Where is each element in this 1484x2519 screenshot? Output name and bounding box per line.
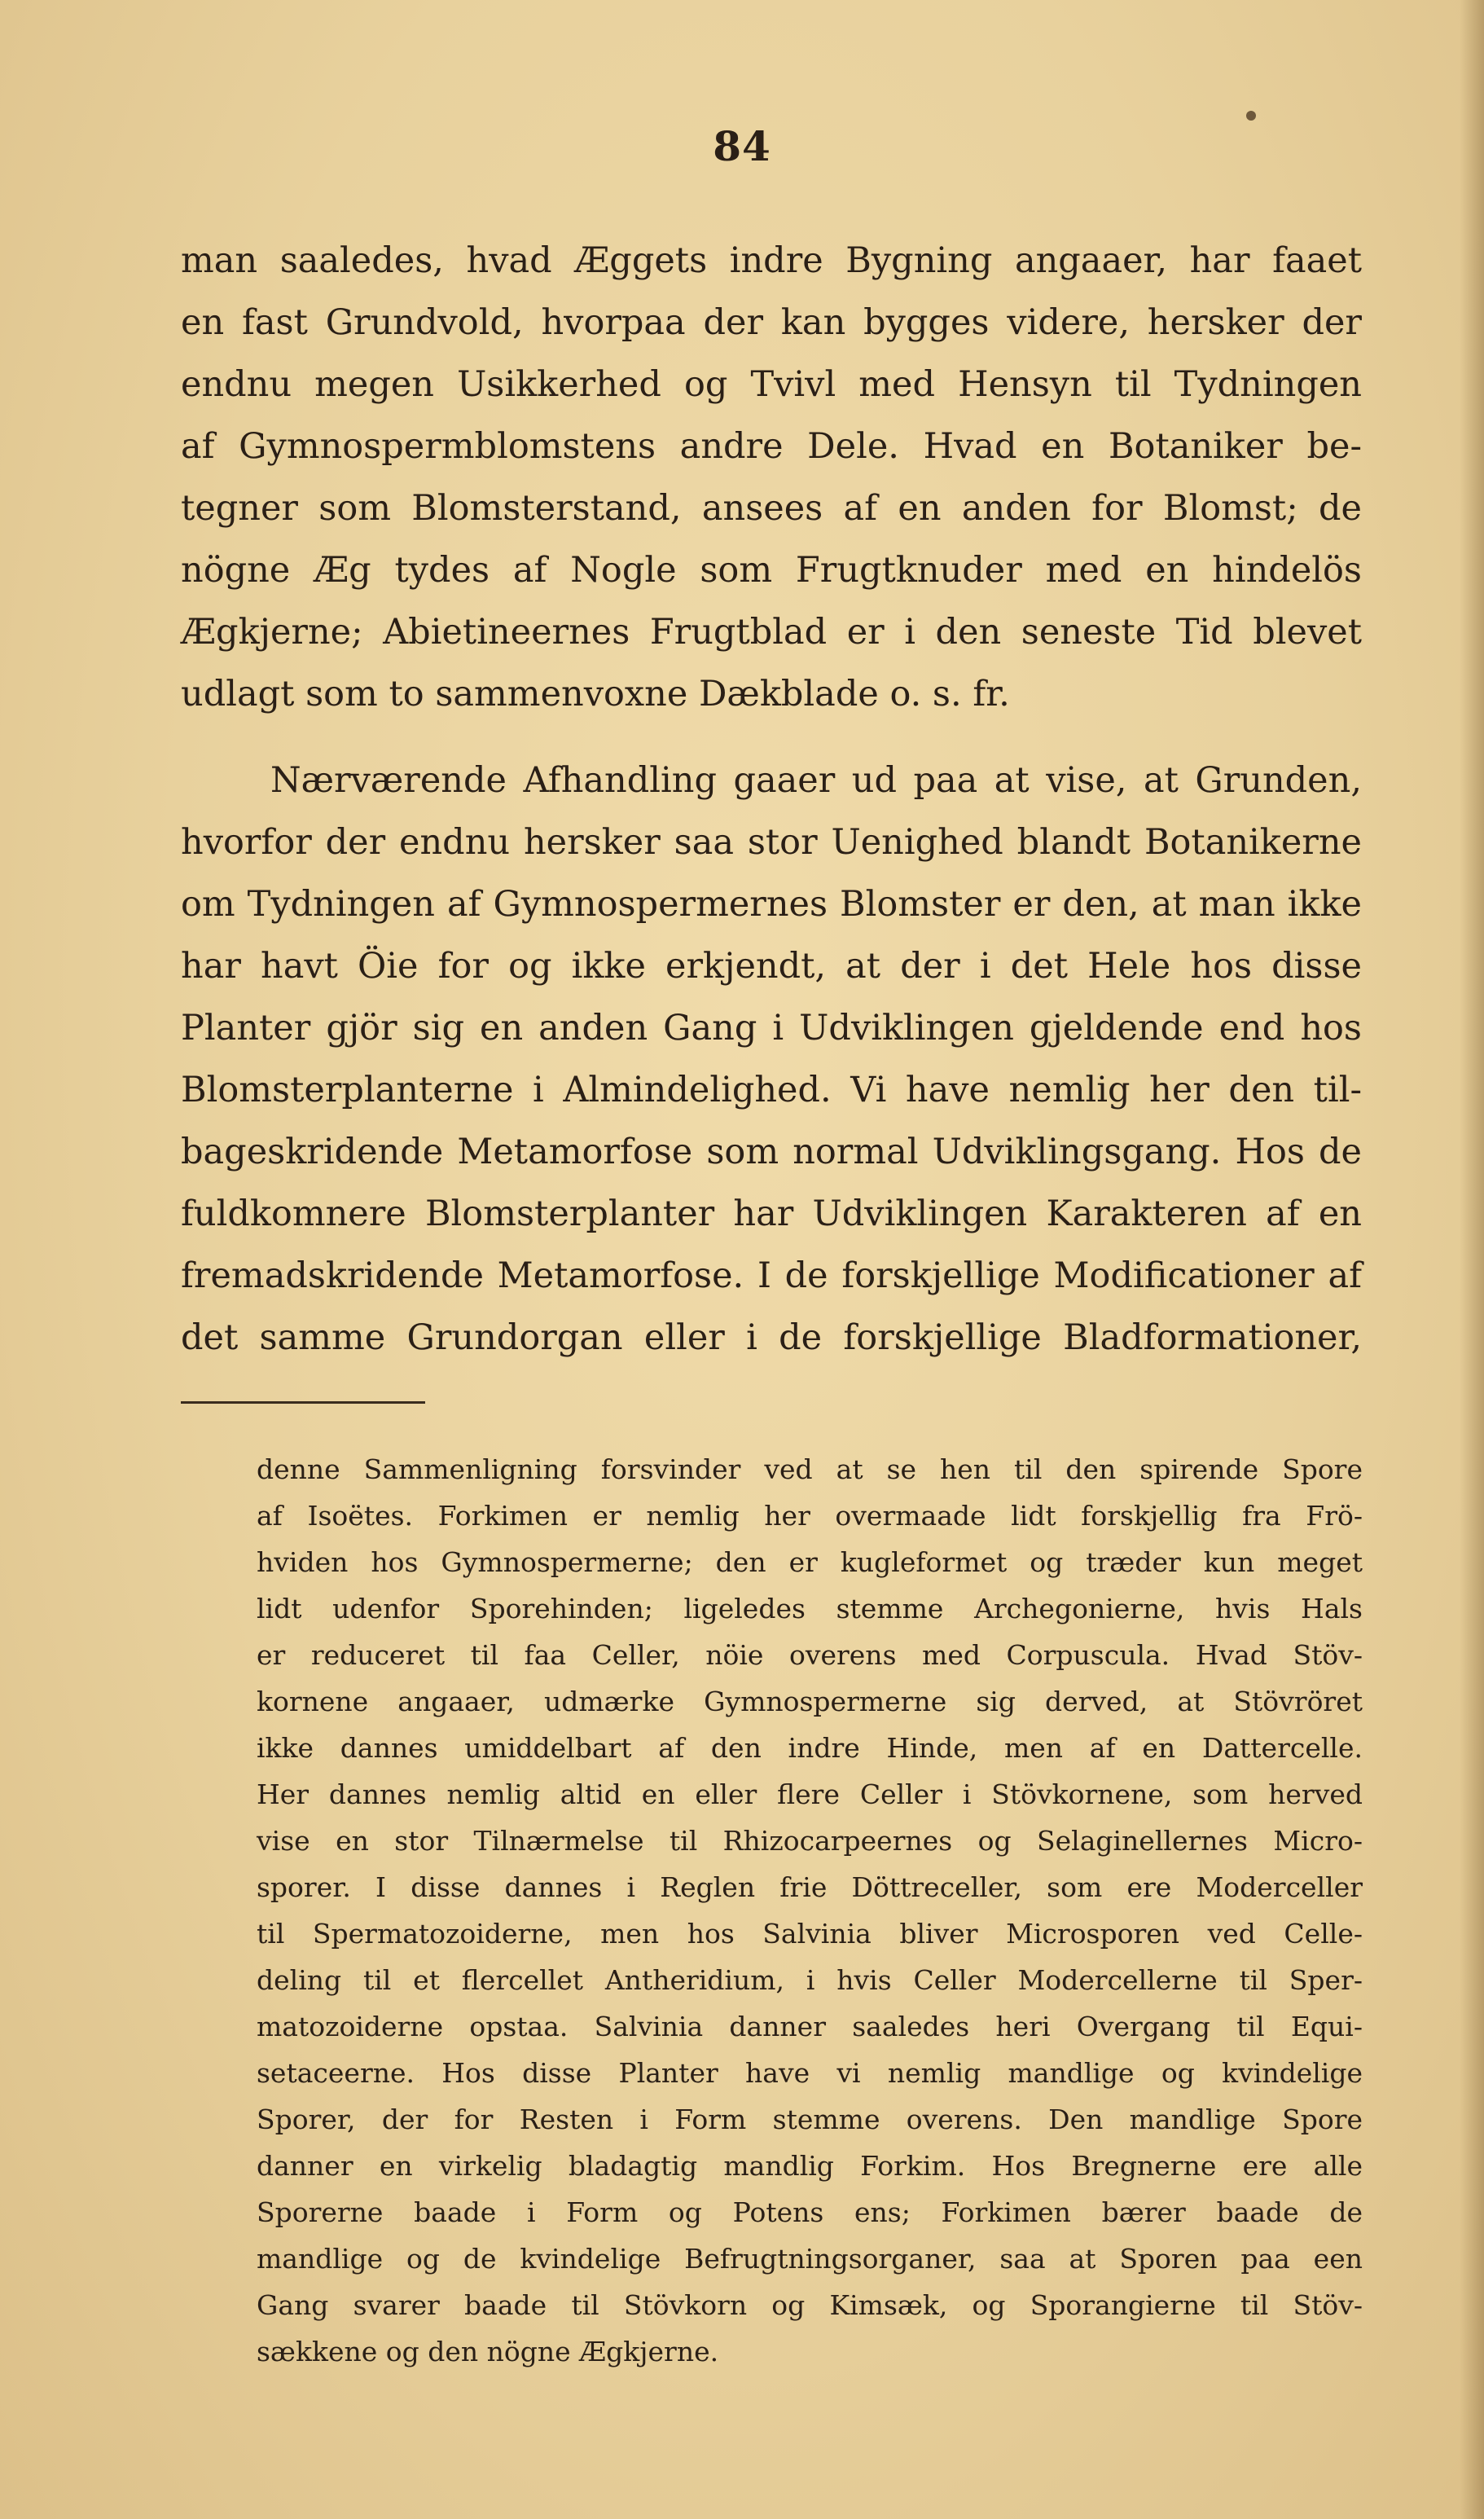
main-line: nögne Æg tydes af Nogle som Frugtknuder med en hindelös [181,550,1362,591]
footnote-line: Sporerne baade i Form og Potens ens; Forkimen bærer baade de [257,2196,1363,2228]
footnote-line: ikke dannes umiddelbart af den indre Hinde, men af en Dattercelle. [257,1732,1363,1764]
footnote-line: hviden hos Gymnospermerne; den er kugleformet og træder kun meget [257,1546,1363,1578]
main-line: Ægkjerne; Abietineernes Frugtblad er i den seneste Tid blevet [181,612,1362,653]
page-edge-shadow [1460,0,1484,2519]
main-line: har havt Öie for og ikke erkjendt, at der i det Hele hos disse [181,946,1362,987]
footnote-line: lidt udenfor Sporehinden; ligeledes stemme Archegonierne, hvis Hals [257,1593,1363,1624]
main-line: man saaledes, hvad Æggets indre Bygning angaaer, har faaet [181,240,1362,281]
footnote-line: matozoiderne opstaa. Salvinia danner saaledes heri Overgang til Equi- [257,2011,1363,2042]
page-number: 84 [713,122,771,170]
main-line: af Gymnospermblomstens andre Dele. Hvad en Botaniker be- [181,426,1362,467]
main-line: fuldkomnere Blomsterplanter har Udviklingen Karakteren af en [181,1194,1362,1234]
footnote [257,1446,1363,2375]
footnote-line: vise en stor Tilnærmelse til Rhizocarpeernes og Selaginellernes Micro- [257,1825,1363,1857]
footnote-line: Sporer, der for Resten i Form stemme overens. Den mandlige Spore [257,2104,1363,2135]
main-text [181,230,1362,1369]
main-line: Planter gjör sig en anden Gang i Udviklingen gjeldende end hos [181,1008,1362,1048]
footnote-line: mandlige og de kvindelige Befrugtningsorganer, saa at Sporen paa een [257,2243,1363,2275]
footnote-line: danner en virkelig bladagtig mandlig Forkim. Hos Bregnerne ere alle [257,2150,1363,2182]
main-line: tegner som Blomsterstand, ansees af en anden for Blomst; de [181,488,1362,529]
main-line: endnu megen Usikkerhed og Tvivl med Hensyn til Tydningen [181,364,1362,405]
footnote-line: sækkene og den nögne Ægkjerne. [257,2336,719,2367]
main-line: en fast Grundvold, hvorpaa der kan bygges videre, hersker der [181,302,1362,343]
footnote-divider [181,1401,425,1404]
footnote-line: kornene angaaer, udmærke Gymnospermerne sig derved, at Stövröret [257,1686,1363,1717]
footnote-line: setaceerne. Hos disse Planter have vi nemlig mandlige og kvindelige [257,2057,1363,2089]
main-line: Nærværende Afhandling gaaer ud paa at vise, at Grunden, [270,760,1362,801]
ink-spot [1246,111,1256,121]
footnote-line: denne Sammenligning forsvinder ved at se hen til den spirende Spore [257,1453,1363,1485]
main-line: bageskridende Metamorfose som normal Udviklingsgang. Hos de [181,1132,1362,1172]
footnote-line: sporer. I disse dannes i Reglen frie Döttreceller, som ere Moderceller [257,1871,1363,1903]
main-line: Blomsterplanterne i Almindelighed. Vi have nemlig her den til- [181,1070,1362,1110]
main-line: det samme Grundorgan eller i de forskjellige Bladformationer, [181,1317,1362,1358]
footnote-line: Gang svarer baade til Stövkorn og Kimsæk, og Sporangierne til Stöv- [257,2289,1363,2321]
main-line: fremadskridende Metamorfose. I de forskjellige Modificationer af [181,1255,1362,1296]
footnote-line: til Spermatozoiderne, men hos Salvinia bliver Microsporen ved Celle- [257,1918,1363,1950]
footnote-line: deling til et flercellet Antheridium, i hvis Celler Modercellerne til Sper- [257,1964,1363,1996]
main-line: udlagt som to sammenvoxne Dækblade o. s. fr. [181,674,1010,714]
main-line: hvorfor der endnu hersker saa stor Uenighed blandt Botanikerne [181,822,1362,863]
footnote-line: Her dannes nemlig altid en eller flere Celler i Stövkornene, som herved [257,1778,1363,1810]
main-line: om Tydningen af Gymnospermernes Blomster er den, at man ikke [181,884,1362,925]
footnote-line: af Isoëtes. Forkimen er nemlig her overmaade lidt forskjellig fra Frö- [257,1500,1363,1532]
footnote-line: er reduceret til faa Celler, nöie overens med Corpuscula. Hvad Stöv- [257,1639,1363,1671]
